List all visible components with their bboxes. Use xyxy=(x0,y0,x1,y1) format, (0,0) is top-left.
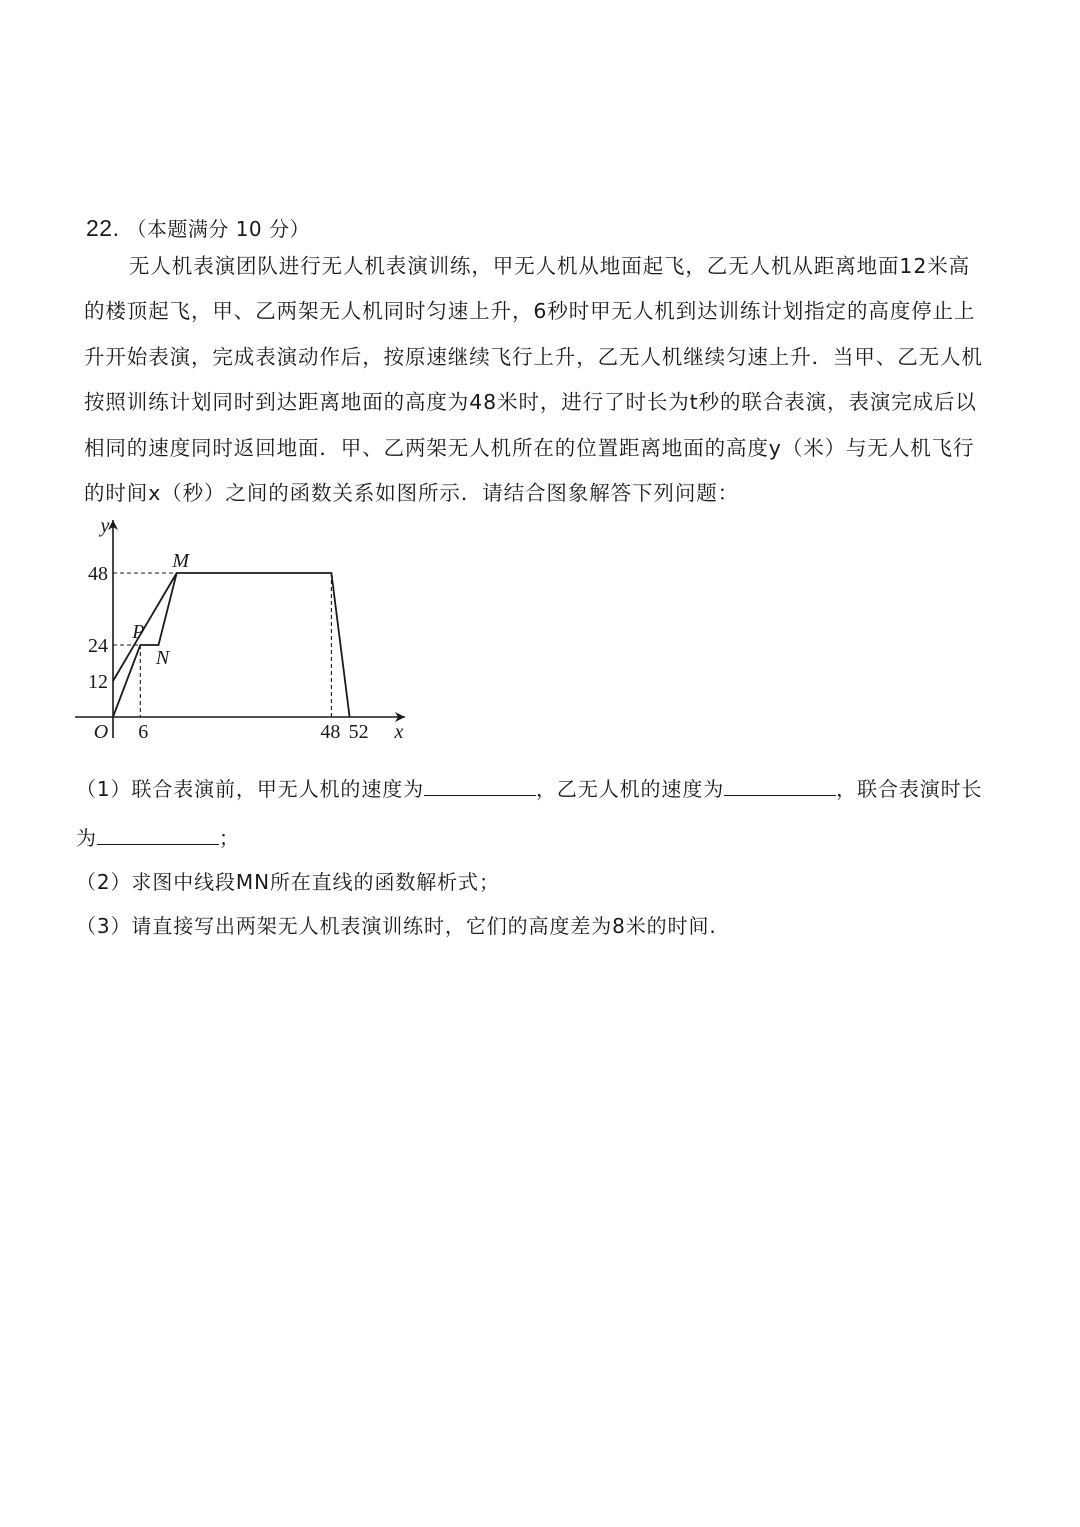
sub-question-1-cont xyxy=(76,822,240,851)
x-axis-label: x xyxy=(394,721,404,743)
stem-line: 按照训练计划同时到达距离地面的高度为48米时，进行了时长为t秒的联合表演，表演完成后以 xyxy=(84,390,977,415)
x-tick-label: 52 xyxy=(348,721,369,743)
question-stem xyxy=(84,244,1036,516)
stem-line: 的楼顶起飞，甲、乙两架无人机同时匀速上升，6秒时甲无人机到达训练计划指定的高度停止上 xyxy=(84,299,976,324)
y-tick-label: 24 xyxy=(88,635,108,657)
function-graph xyxy=(70,510,420,750)
q1-text-c: ，联合表演时长 xyxy=(836,777,983,801)
sub-question-3: （3）请直接写出两架无人机表演训练时，它们的高度差为8米的时间. xyxy=(76,914,717,938)
point-label-m: M xyxy=(172,550,190,572)
y-axis-label: y xyxy=(100,515,110,537)
sub-question-1 xyxy=(76,773,982,802)
series-line-1 xyxy=(113,573,350,717)
y-tick-label: 48 xyxy=(88,563,108,585)
q1-text-d: 为 xyxy=(76,826,97,850)
answer-blank-speed-a[interactable] xyxy=(424,777,536,796)
x-tick-label: 6 xyxy=(138,721,149,743)
q1-text-a: （1）联合表演前，甲无人机的速度为 xyxy=(76,777,425,801)
stem-line: 相同的速度同时返回地面．甲、乙两架无人机所在的位置距离地面的高度y（米）与无人机飞行 xyxy=(84,435,975,460)
q1-text-e: ； xyxy=(218,826,240,850)
point-label-p: P xyxy=(132,621,145,643)
question-heading xyxy=(86,213,310,244)
answer-blank-duration[interactable] xyxy=(97,826,219,845)
sub-question-2: （2）求图中线段MN所在直线的函数解析式； xyxy=(76,870,500,894)
stem-line: 升开始表演，完成表演动作后，按原速继续飞行上升，乙无人机继续匀速上升．当甲、乙无人机 xyxy=(84,344,983,369)
point-label-n: N xyxy=(155,647,170,669)
answer-blank-speed-b[interactable] xyxy=(724,777,836,796)
x-tick-label: 48 xyxy=(320,721,341,743)
score-note: （本题满分 10 分） xyxy=(126,217,311,241)
origin-label: O xyxy=(93,721,109,743)
stem-line: 的时间x（秒）之间的函数关系如图所示．请结合图象解答下列问题： xyxy=(84,480,740,505)
y-tick-label: 12 xyxy=(88,671,108,693)
stem-line: 无人机表演团队进行无人机表演训练，甲无人机从地面起飞，乙无人机从距离地面12米高 xyxy=(129,254,971,278)
question-number: 22. xyxy=(86,215,120,241)
q1-text-b: ，乙无人机的速度为 xyxy=(536,777,725,801)
